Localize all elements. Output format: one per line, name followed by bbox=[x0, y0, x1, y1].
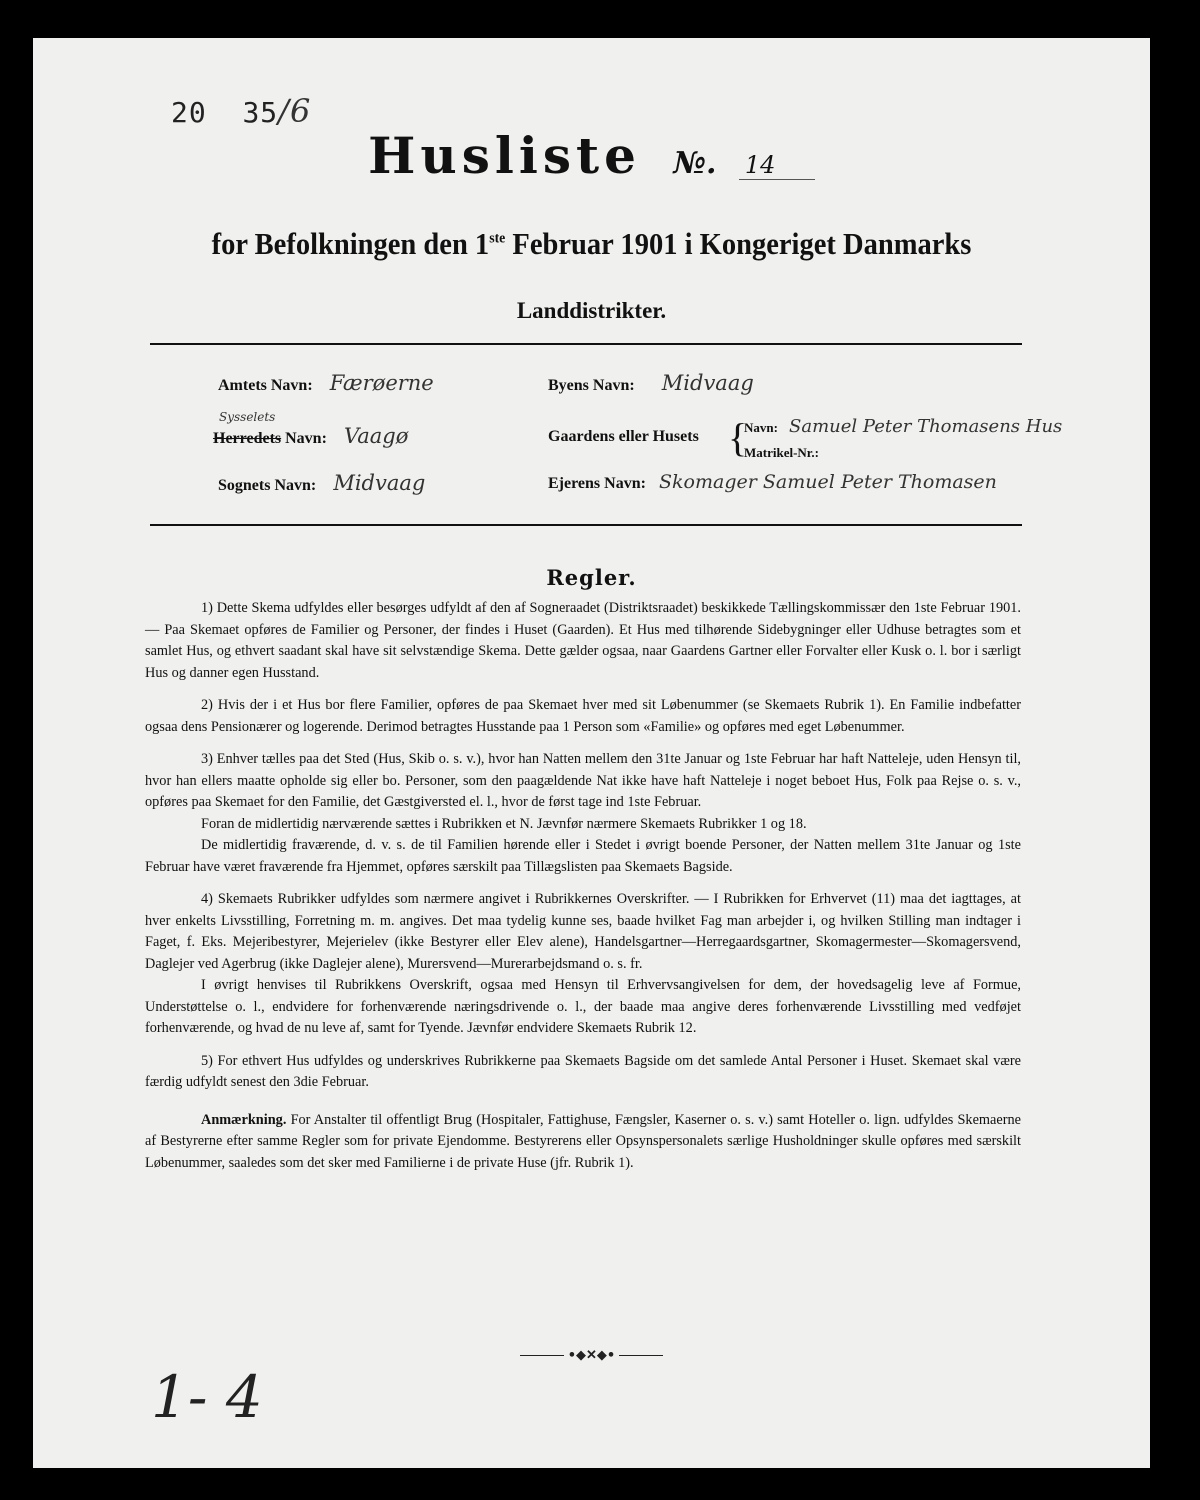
archive-stamp-number: 20 35/6 bbox=[171, 92, 312, 130]
rule-3b: Foran de midlertidig nærværende sættes i Rubrikken et N. Jævnfør nærmere Skemaets Rubrikker 1 og 18. bbox=[201, 815, 807, 832]
rule-5: 5) For ethvert Hus udfyldes og underskrives Rubrikkerne paa Skemaets Bagside om det samlede Antal Personer i Huset. Skemaet skal være færdig udfyldt senest den 3die Februar. bbox=[145, 1052, 1021, 1090]
ornament-divider: •◆✕◆• bbox=[33, 1348, 1150, 1363]
field-sogn: Sognets Navn: Midvaag bbox=[218, 471, 426, 495]
rule-1: 1) Dette Skema udfyldes eller besørges udfyldt af den af Sogneraadet (Distriktsraadet) beskikkede Tællingskommissær den 1ste Februar 1901. — Paa Skemaet opføres de Familier og Personer, der findes i Huset (Gaarden). Et Hus med tilhørende Sidebygninger eller Udhuse betragtes som et samlet Hus, og ethvert saadant skal have sit selvstændige Skema. Dette gælder ogsaa, naar Gaardens Gartner eller Forvalter eller Kusk o. l. bor i særligt Hus og danner egen Husstand. bbox=[145, 600, 1021, 681]
divider-bottom bbox=[150, 524, 1022, 526]
rule-3c: De midlertidig fraværende, d. v. s. de til Familien hørende eller i Stedet i øvrigt boende Personer, der Natten mellem 31te Januar og 1ste Februar have været fraværende fra Hjemmet, opføres særskilt paa Tillægslisten paa Skemaets Bagside. bbox=[145, 837, 1021, 875]
rule-3: 3) Enhver tælles paa det Sted (Hus, Skib o. s. v.), hvor han Natten mellem den 31te Januar og 1ste Februar har haft Natteleje, uden Hensyn til, hvor han ellers maatte opholde sig eller bo. Personer, som den paagældende Nat ikke have haft Natteleje i noget beboet Hus, Folk paa Rejse o. s. v., opføres paa Skemaet for den Familie, det Gæstgiversted el. l., hvor de først tage ind 1ste Februar. bbox=[145, 751, 1021, 810]
rule-2: 2) Hvis der i et Hus bor flere Familier, opføres de paa Skemaet hver med sit Løbenummer (se Skemaets Rubrik 1). En Familie indbefatter ogsaa dens Pensionærer og logerende. Derimod betragtes Husstande paa 1 Person som «Familie» og opføres med eget Løbenummer. bbox=[145, 697, 1021, 735]
census-form-page bbox=[33, 38, 1150, 1468]
field-amt: Amtets Navn: Færøerne bbox=[218, 371, 434, 395]
handwritten-range: 1- 4 bbox=[151, 1363, 263, 1431]
field-gaard: Gaardens eller Husets { Navn: Samuel Peter Thomasens Hus Matrikel-Nr.: bbox=[548, 415, 1063, 460]
field-sogn-herred: Sysselets Herredets Navn: Vaagø bbox=[213, 410, 409, 448]
field-ejer: Ejerens Navn: Skomager Samuel Peter Thomasen bbox=[548, 471, 997, 493]
brace: { bbox=[728, 415, 748, 460]
rule-4: 4) Skemaets Rubrikker udfyldes som nærmere angivet i Rubrikkernes Overskrifter. — I Rubrikken for Erhvervet (11) maa det iagttages, at hver enkelts Livsstilling, Forretning m. m. angives. Det maa tydelig kunne ses, baade hvilket Fag man arbejder i, og hvilken Stilling man indtager i Faget, f. Eks. Mejeribestyrer, Mejerielev (ikke Bestyrer eller Elev alene), Handelsgartner—Herregaardsgartner, Skomagermester—Skomagersvend, Daglejer ved Agerbrug (ikke Daglejer alene), Murersvend—Murerarbejdsmand o. s. fr. bbox=[145, 891, 1021, 972]
form-title: Husliste №. 14 bbox=[33, 126, 1150, 185]
rules-body bbox=[145, 598, 1021, 1185]
house-list-number: 14 bbox=[739, 151, 815, 180]
number-sign: №. bbox=[673, 146, 717, 181]
field-by: Byens Navn: Midvaag bbox=[548, 371, 754, 395]
divider-top bbox=[150, 343, 1022, 345]
handwritten-correction: Sysselets bbox=[219, 410, 276, 424]
rule-4b: I øvrigt henvises til Rubrikkens Overskrift, ogsaa med Hensyn til Erhvervsangivelsen for dem, der hovedsagelig leve af Formue, Understøttelse o. l., endvidere for forhenværende næringsdrivende o. l., der baade maa angive deres forhenværende Livsstilling med vedføjet forhenværende, og hvad de nu leve af, samt for Tyende. Jævnfør endvidere Skemaets Rubrik 12. bbox=[145, 977, 1021, 1036]
form-subtitle: for Befolkningen den 1ste Februar 1901 i Kongeriget Danmarks bbox=[211, 226, 972, 261]
rules-heading: Regler. bbox=[546, 565, 637, 590]
remark: Anmærkning. For Anstalter til offentligt Brug (Hospitaler, Fattighuse, Fængsler, Kaserner o. s. v.) samt Hoteller o. lign. udfyldes Skemaerne af Bestyrerne efter samme Regler som for private Ejendomme. Bestyrerens eller Opsynspersonalets særlige Husholdninger skulle opføres med særskilt Løbenummer, saaledes som det sker med Familierne i de private Huse (jfr. Rubrik 1). bbox=[145, 1111, 1021, 1171]
district-type: Landdistrikter. bbox=[516, 298, 667, 323]
